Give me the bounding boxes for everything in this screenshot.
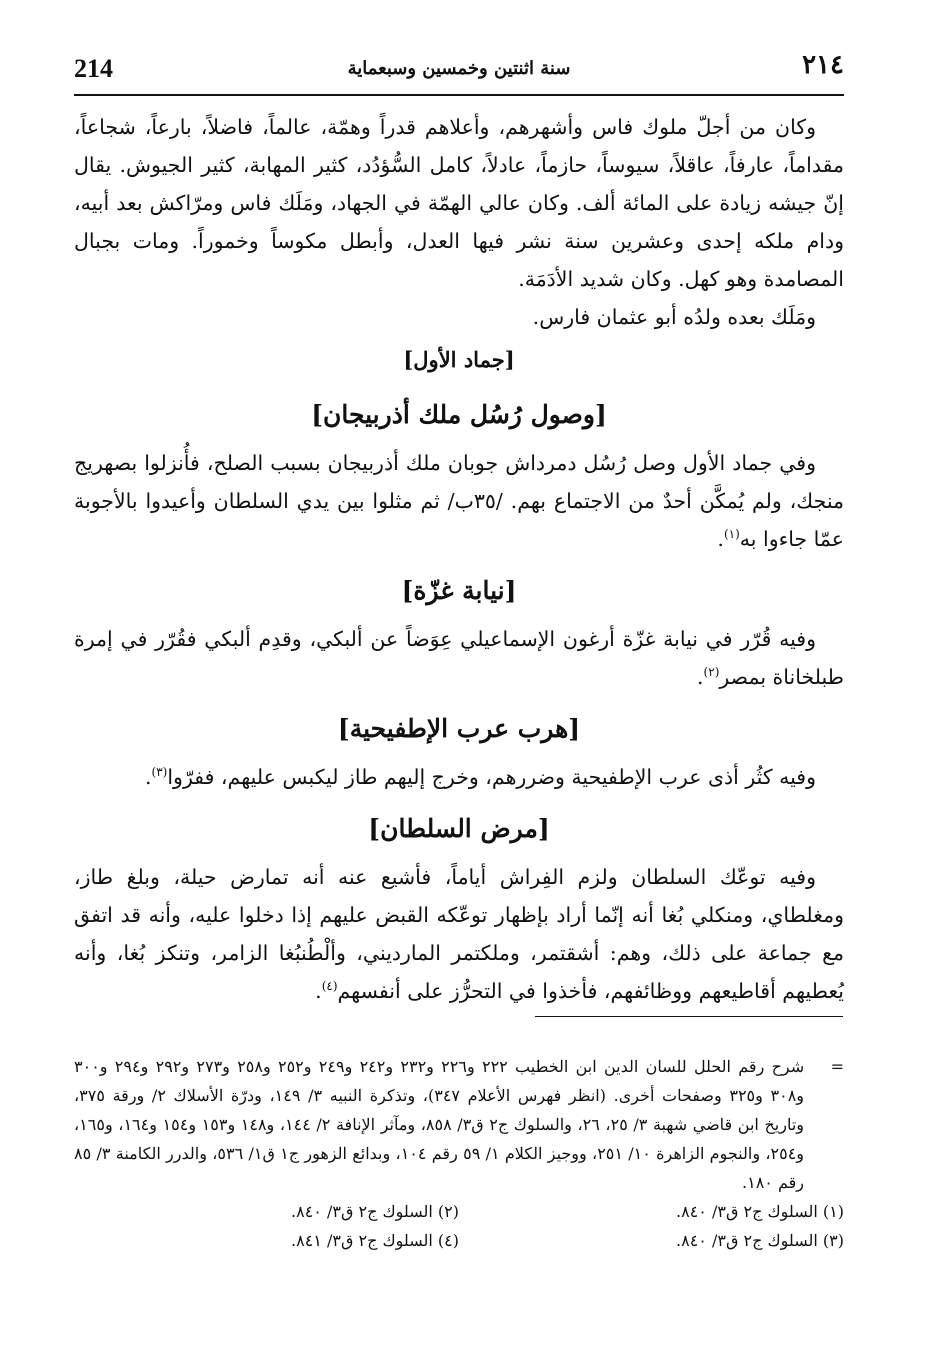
heading-month: [جماد الأول] xyxy=(403,347,515,372)
footnote-continuation xyxy=(74,1052,844,1197)
footnote-marker-4[interactable]: (٤) xyxy=(321,979,338,994)
paragraph-envoys xyxy=(74,444,844,558)
footnote-continuation-text: شرح رقم الحلل للسان الدين ابن الخطيب ٢٢٢ و٢٢٦ و٢٣٢ و٢٤٢ و٢٤٩ و٢٥٢ و٢٥٨ و٢٧٣ و٢٩٢ و٢٩٤ و٣٠٠ و٣٠٨ و٣٢٥ وصفحات أخرى. (انظر فهرس الأعلام ٣٤٧)، وتذكرة النبيه ٣/ ١٤٩، ودرّة الأسلاك ٢/ ورقة ٣٧٥، وتاريخ ابن قاضي شهبة ٣/ ٢٥، ٢٦، والسلوك ج٢ ق٣/ ٨٥٨، ومآثر الإنافة ٢/ ١٤٤، و١٤٨ و١٥٣ و١٥٤ و١٦٤، و١٦٥، و٢٥٤، والنجوم الزاهرة ١٠/ ٢٥١، ووجيز الكلام ١/ ٥٩ رقم ١٠٤، وبدائع الزهور ج١ ق١/ ٥٣٦، والدرر الكامنة ٣/ ٨٥ رقم ١٨٠. xyxy=(74,1057,805,1192)
page-number-arabic: ٢١٤ xyxy=(802,50,844,80)
footnote-row-2 xyxy=(74,1226,844,1255)
heading-gaza: [نيابة غزّة] xyxy=(401,576,517,605)
paragraph-arabs-flight xyxy=(74,758,844,796)
paragraph-arabs-flight-end: . xyxy=(144,765,152,789)
paragraph-envoys-end: . xyxy=(717,527,724,551)
footnote-1: (١) السلوك ج٢ ق٣/ ٨٤٠. xyxy=(676,1202,844,1221)
paragraph-gaza xyxy=(74,620,844,696)
paragraph-king-description: وكان من أجلّ ملوك فاس وأشهرهم، وأعلاهم قدراً وهمّة، عالماً، فاضلاً، بارعاً، شجاعاً، مقداماً، عارفاً، عاقلاً، سيوساً، حازماً، عادلاً، كامل السُّؤدُد، كثير المهابة، كثير الجيوش. يقال إنّ جيشه زيادة على المائة ألف. وكان عالي الهمّة في الجهاد، ومَلَك فاس ومرّاكش بعد أبيه، ودام ملكه إحدى وعشرين سنة نشر فيها العدل، وأبطل مكوساً وخموراً. ومات بجبال المصامدة وهو كهل. وكان شديد الأدَمَة. xyxy=(74,115,844,291)
paragraph-arabs-flight-text: وفيه كثُر أذى عرب الإطفيحية وضررهم، وخرج إليهم طاز ليكبس عليهم، ففرّوا xyxy=(167,765,816,789)
continuation-mark: = xyxy=(830,1057,844,1076)
heading-arabs-flight: [هرب عرب الإطفيحية] xyxy=(337,714,581,743)
footnote-3: (٣) السلوك ج٢ ق٣/ ٨٤٠. xyxy=(676,1231,844,1250)
running-title: سنة اثنتين وخمسين وسبعماية xyxy=(347,58,571,79)
running-header xyxy=(74,50,844,96)
paragraph-sultan-illness-text: وفيه توعّك السلطان ولزم الفِراش أياماً، فأشيع عنه أنه تمارض حيلة، وبلغ طاز، ومغلطاي، ومنكلي بُغا أنه إنّما أراد بإظهار توعّكه القبض عليهم إذا دخلوا عليه، وأنه قد اتفق مع جماعة على ذلك، وهم: أشقتمر، وملكتمر المارديني، وألْطُنبُغا الزامر، وتنكز بُغا، وأنه يُعطيهم أقاطيعهم ووظائفهم، فأخذوا في التحرُّز على أنفسهم xyxy=(74,865,844,1003)
paragraph-succession: ومَلَك بعده ولدُه أبو عثمان فارس. xyxy=(532,305,816,329)
footnote-4: (٤) السلوك ج٢ ق٣/ ٨٤١. xyxy=(291,1231,459,1250)
footnote-marker-1[interactable]: (١) xyxy=(723,527,740,542)
footnotes xyxy=(74,1052,844,1255)
paragraph-gaza-text: وفيه قُرّر في نيابة غزّة أرغون الإسماعيلي عِوَضاً عن ألبكي، وقدِم ألبكي فقُرّر في إمرة طبلخاناة بمصر xyxy=(74,627,844,689)
paragraph-sultan-illness xyxy=(74,858,844,1010)
footnote-marker-3[interactable]: (٣) xyxy=(151,765,168,780)
heading-envoys: [وصول رُسُل ملك أذربيجان] xyxy=(311,400,607,429)
paragraph-gaza-end: . xyxy=(697,665,704,689)
paragraph-sultan-illness-end: . xyxy=(315,979,322,1003)
main-text xyxy=(74,108,844,1010)
footnote-marker-2[interactable]: (٢) xyxy=(703,665,720,680)
footnote-2: (٢) السلوك ج٢ ق٣/ ٨٤٠. xyxy=(291,1202,459,1221)
paragraph-envoys-text: وفي جماد الأول وصل رُسُل دمرداش جوبان ملك أذربيجان بسبب الصلح، فأُنزلوا بصهريج منجك، ولم يُمكَّن أحدٌ من الاجتماع بهم. /٣٥ب/ ثم مثلوا بين يدي السلطان وأعيدوا بالأجوبة عمّا جاءوا به xyxy=(74,451,844,551)
footnote-row-1 xyxy=(74,1197,844,1226)
footnote-divider xyxy=(535,1016,843,1017)
page-number-latin: 214 xyxy=(74,54,113,83)
heading-sultan-illness: [مرض السلطان] xyxy=(368,814,550,843)
